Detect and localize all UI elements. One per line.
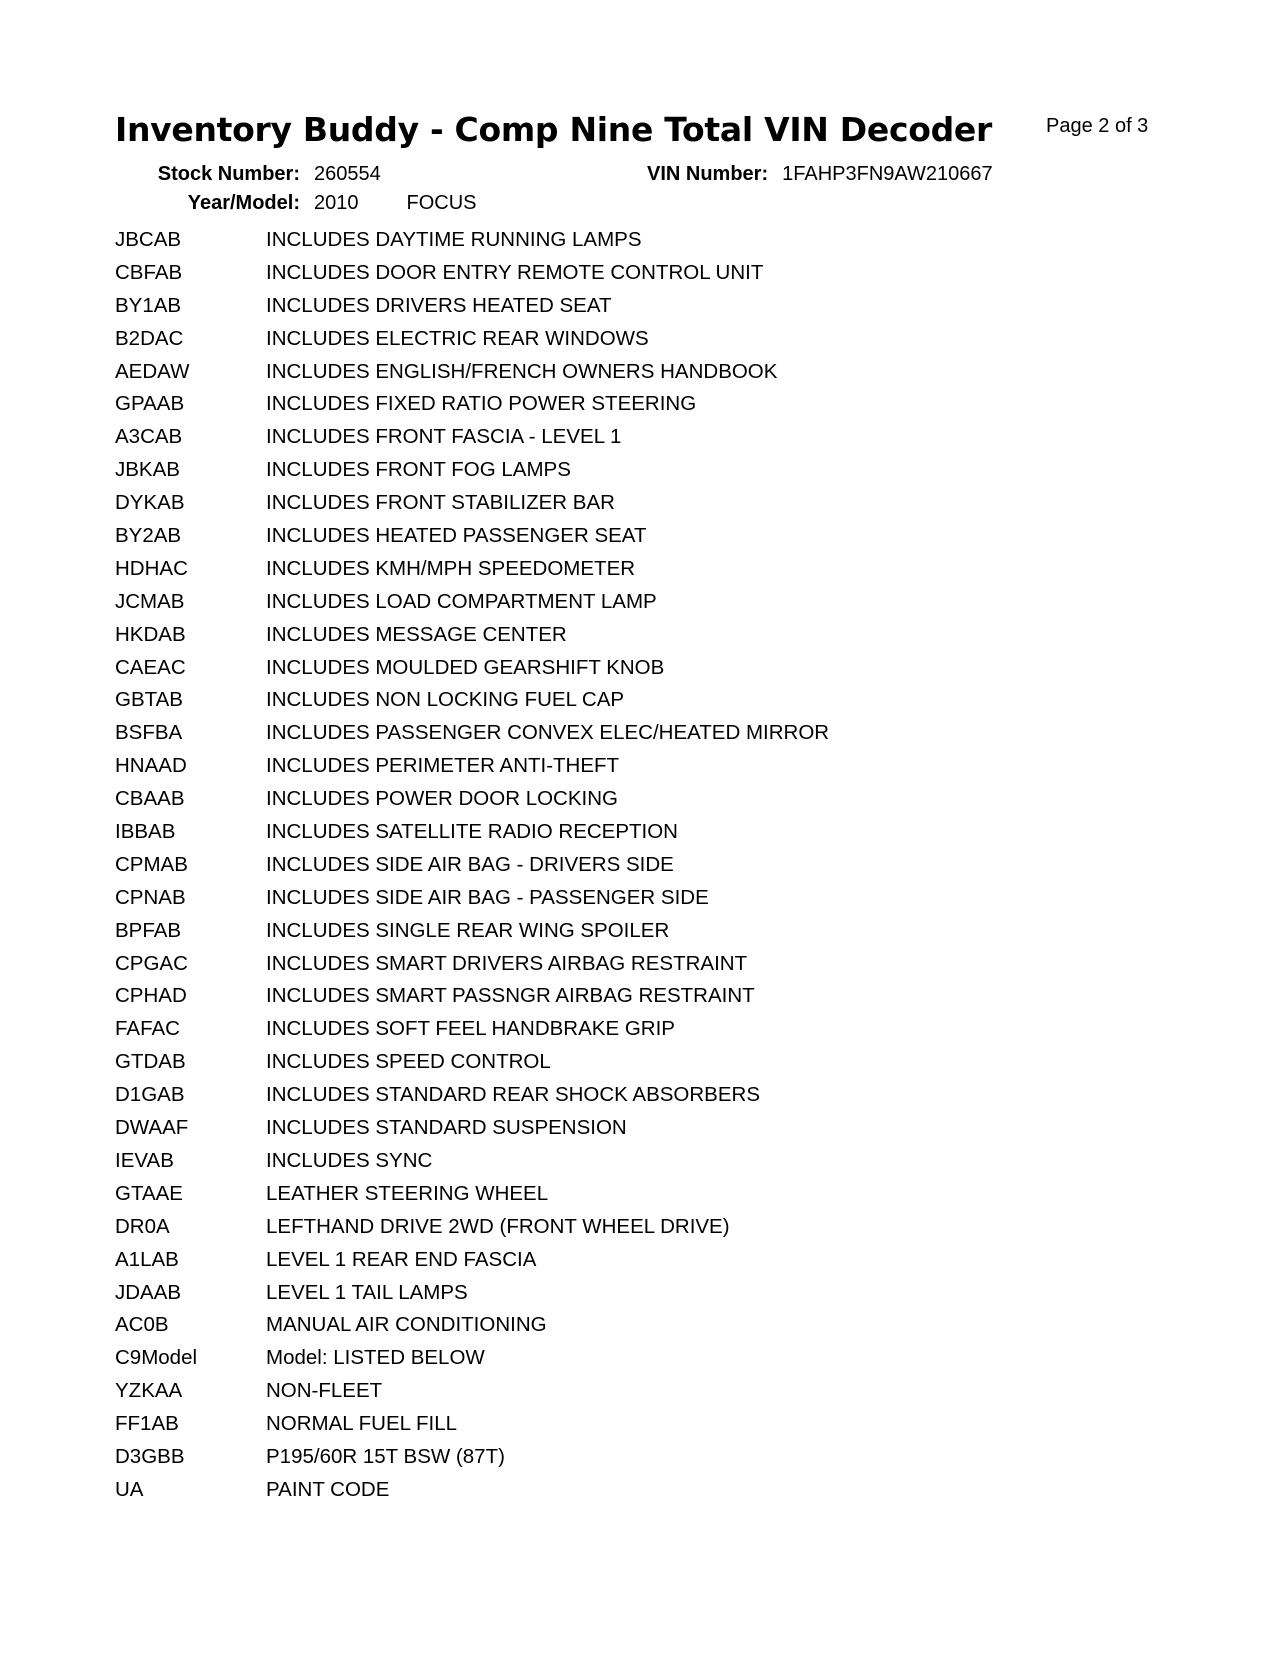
option-row [115,230,1215,263]
option-code: CPNAB [115,885,186,909]
option-code: CBFAB [115,260,183,284]
option-code: AEDAW [115,359,190,383]
option-code: CPHAD [115,984,187,1008]
option-description: INCLUDES ELECTRIC REAR WINDOWS [266,326,649,350]
option-code: AC0B [115,1313,169,1337]
option-description: INCLUDES NON LOCKING FUEL CAP [266,688,625,712]
option-description: INCLUDES SIDE AIR BAG - PASSENGER SIDE [266,885,709,909]
option-code: D3GBB [115,1444,185,1468]
option-code: JBKAB [115,458,180,482]
model-value: FOCUS [406,192,477,214]
option-row [115,986,1215,1019]
option-description: INCLUDES FRONT FASCIA - LEVEL 1 [266,425,622,449]
option-row [115,756,1215,789]
option-row [115,723,1215,756]
option-row [115,326,1215,362]
option-row [115,1280,1215,1316]
option-row [115,1444,1215,1480]
option-row [115,951,1215,987]
option-description: INCLUDES SMART PASSNGR AIRBAG RESTRAINT [266,984,755,1008]
option-row [115,885,1215,921]
option-row [115,293,1215,329]
option-code: JDAAB [115,1280,182,1304]
option-description: PAINT CODE [266,1477,390,1501]
stock-number-label: Stock Number: [157,163,300,185]
option-code: B2DAC [115,326,184,350]
option-row [115,789,1215,822]
option-description: INCLUDES STANDARD SUSPENSION [266,1116,627,1140]
option-row [115,1118,1215,1151]
option-description: INCLUDES PASSENGER CONVEX ELEC/HEATED MIRROR [266,721,830,745]
option-description: INCLUDES SPEED CONTROL [266,1050,551,1074]
option-code: HNAAD [115,754,187,778]
option-code: IBBAB [115,820,176,844]
option-description: P195/60R 15T BSW (87T) [266,1444,505,1468]
stock-number-field [120,164,381,184]
option-description: LEATHER STEERING WHEEL [266,1181,549,1205]
option-description: INCLUDES FRONT FOG LAMPS [266,458,571,482]
option-description: INCLUDES HEATED PASSENGER SEAT [266,524,647,548]
option-description: MANUAL AIR CONDITIONING [266,1313,547,1337]
option-description: Model: LISTED BELOW [266,1346,485,1370]
option-row [115,1477,1215,1513]
option-code: C9Model [115,1346,198,1370]
option-code: HKDAB [115,622,186,646]
option-code: CPMAB [115,852,188,876]
option-code: CAEAC [115,655,186,679]
option-row [115,1214,1215,1250]
option-description: INCLUDES SOFT FEEL HANDBRAKE GRIP [266,1017,675,1041]
option-row [115,690,1215,723]
option-description: INCLUDES SIDE AIR BAG - DRIVERS SIDE [266,852,674,876]
option-description: INCLUDES SMART DRIVERS AIRBAG RESTRAINT [266,951,748,975]
option-row [115,1247,1215,1283]
option-code: GTAAE [115,1181,183,1205]
year-model-label: Year/Model: [187,192,300,214]
option-row [115,1085,1215,1118]
option-row [115,918,1215,954]
option-code: A3CAB [115,425,183,449]
option-code: DR0A [115,1214,170,1238]
option-row [115,1019,1215,1052]
option-description: INCLUDES DRIVERS HEATED SEAT [266,293,612,317]
document-title: Inventory Buddy - Comp Nine Total VIN Decoder [115,110,992,149]
option-description: INCLUDES SATELLITE RADIO RECEPTION [266,820,678,844]
option-code: FAFAC [115,1017,180,1041]
option-code: DWAAF [115,1116,189,1140]
option-code: YZKAA [115,1379,183,1403]
option-description: LEVEL 1 TAIL LAMPS [266,1280,468,1304]
option-description: INCLUDES MOULDED GEARSHIFT KNOB [266,655,665,679]
option-code: HDHAC [115,556,188,580]
year-model-field [120,193,477,213]
option-description: LEVEL 1 REAR END FASCIA [266,1247,537,1271]
option-code: IEVAB [115,1148,174,1172]
option-row [115,394,1215,427]
option-code: GTDAB [115,1050,186,1074]
option-code: FF1AB [115,1412,179,1436]
option-description: INCLUDES STANDARD REAR SHOCK ABSORBERS [266,1083,761,1107]
option-row [115,460,1215,493]
option-code-list [115,230,1215,1513]
option-description: INCLUDES SINGLE REAR WING SPOILER [266,918,670,942]
stock-number-value: 260554 [314,163,381,185]
option-code: GBTAB [115,688,183,712]
option-description: INCLUDES DOOR ENTRY REMOTE CONTROL UNIT [266,260,764,284]
vin-number-label: VIN Number: [647,163,769,185]
option-code: BSFBA [115,721,183,745]
option-row [115,852,1215,888]
option-row [115,622,1215,658]
option-description: INCLUDES KMH/MPH SPEEDOMETER [266,556,636,580]
option-row [115,556,1215,592]
option-description: NORMAL FUEL FILL [266,1412,457,1436]
option-row [115,822,1215,855]
option-row [115,1148,1215,1184]
option-description: INCLUDES ENGLISH/FRENCH OWNERS HANDBOOK [266,359,778,383]
option-description: INCLUDES SYNC [266,1148,433,1172]
vin-number-field [647,164,993,184]
option-description: NON-FLEET [266,1379,383,1403]
option-description: INCLUDES POWER DOOR LOCKING [266,787,618,811]
option-row [115,1181,1215,1217]
option-row [115,1348,1215,1381]
option-code: CBAAB [115,787,185,811]
option-description: INCLUDES FIXED RATIO POWER STEERING [266,392,697,416]
option-row [115,1381,1215,1414]
option-code: UA [115,1477,144,1501]
option-code: JCMAB [115,589,185,613]
option-row [115,589,1215,625]
option-code: BY2AB [115,524,182,548]
option-row [115,260,1215,296]
vin-number-value: 1FAHP3FN9AW210667 [782,163,993,185]
option-code: GPAAB [115,392,185,416]
option-code: CPGAC [115,951,188,975]
option-row [115,359,1215,395]
page-indicator: Page 2 of 3 [1046,115,1149,137]
option-description: INCLUDES DAYTIME RUNNING LAMPS [266,228,642,251]
option-code: BPFAB [115,918,182,942]
option-description: LEFTHAND DRIVE 2WD (FRONT WHEEL DRIVE) [266,1214,730,1238]
option-code: JBCAB [115,228,182,251]
option-description: INCLUDES LOAD COMPARTMENT LAMP [266,589,657,613]
option-row [115,1052,1215,1085]
option-row [115,526,1215,559]
option-description: INCLUDES PERIMETER ANTI-THEFT [266,754,620,778]
option-row [115,1414,1215,1447]
option-row [115,427,1215,460]
option-code: BY1AB [115,293,182,317]
option-code: A1LAB [115,1247,179,1271]
option-row [115,655,1215,691]
year-value: 2010 [314,192,359,214]
option-code: D1GAB [115,1083,185,1107]
option-description: INCLUDES FRONT STABILIZER BAR [266,491,615,515]
option-row [115,493,1215,526]
option-code: DYKAB [115,491,185,515]
option-description: INCLUDES MESSAGE CENTER [266,622,567,646]
option-row [115,1315,1215,1348]
